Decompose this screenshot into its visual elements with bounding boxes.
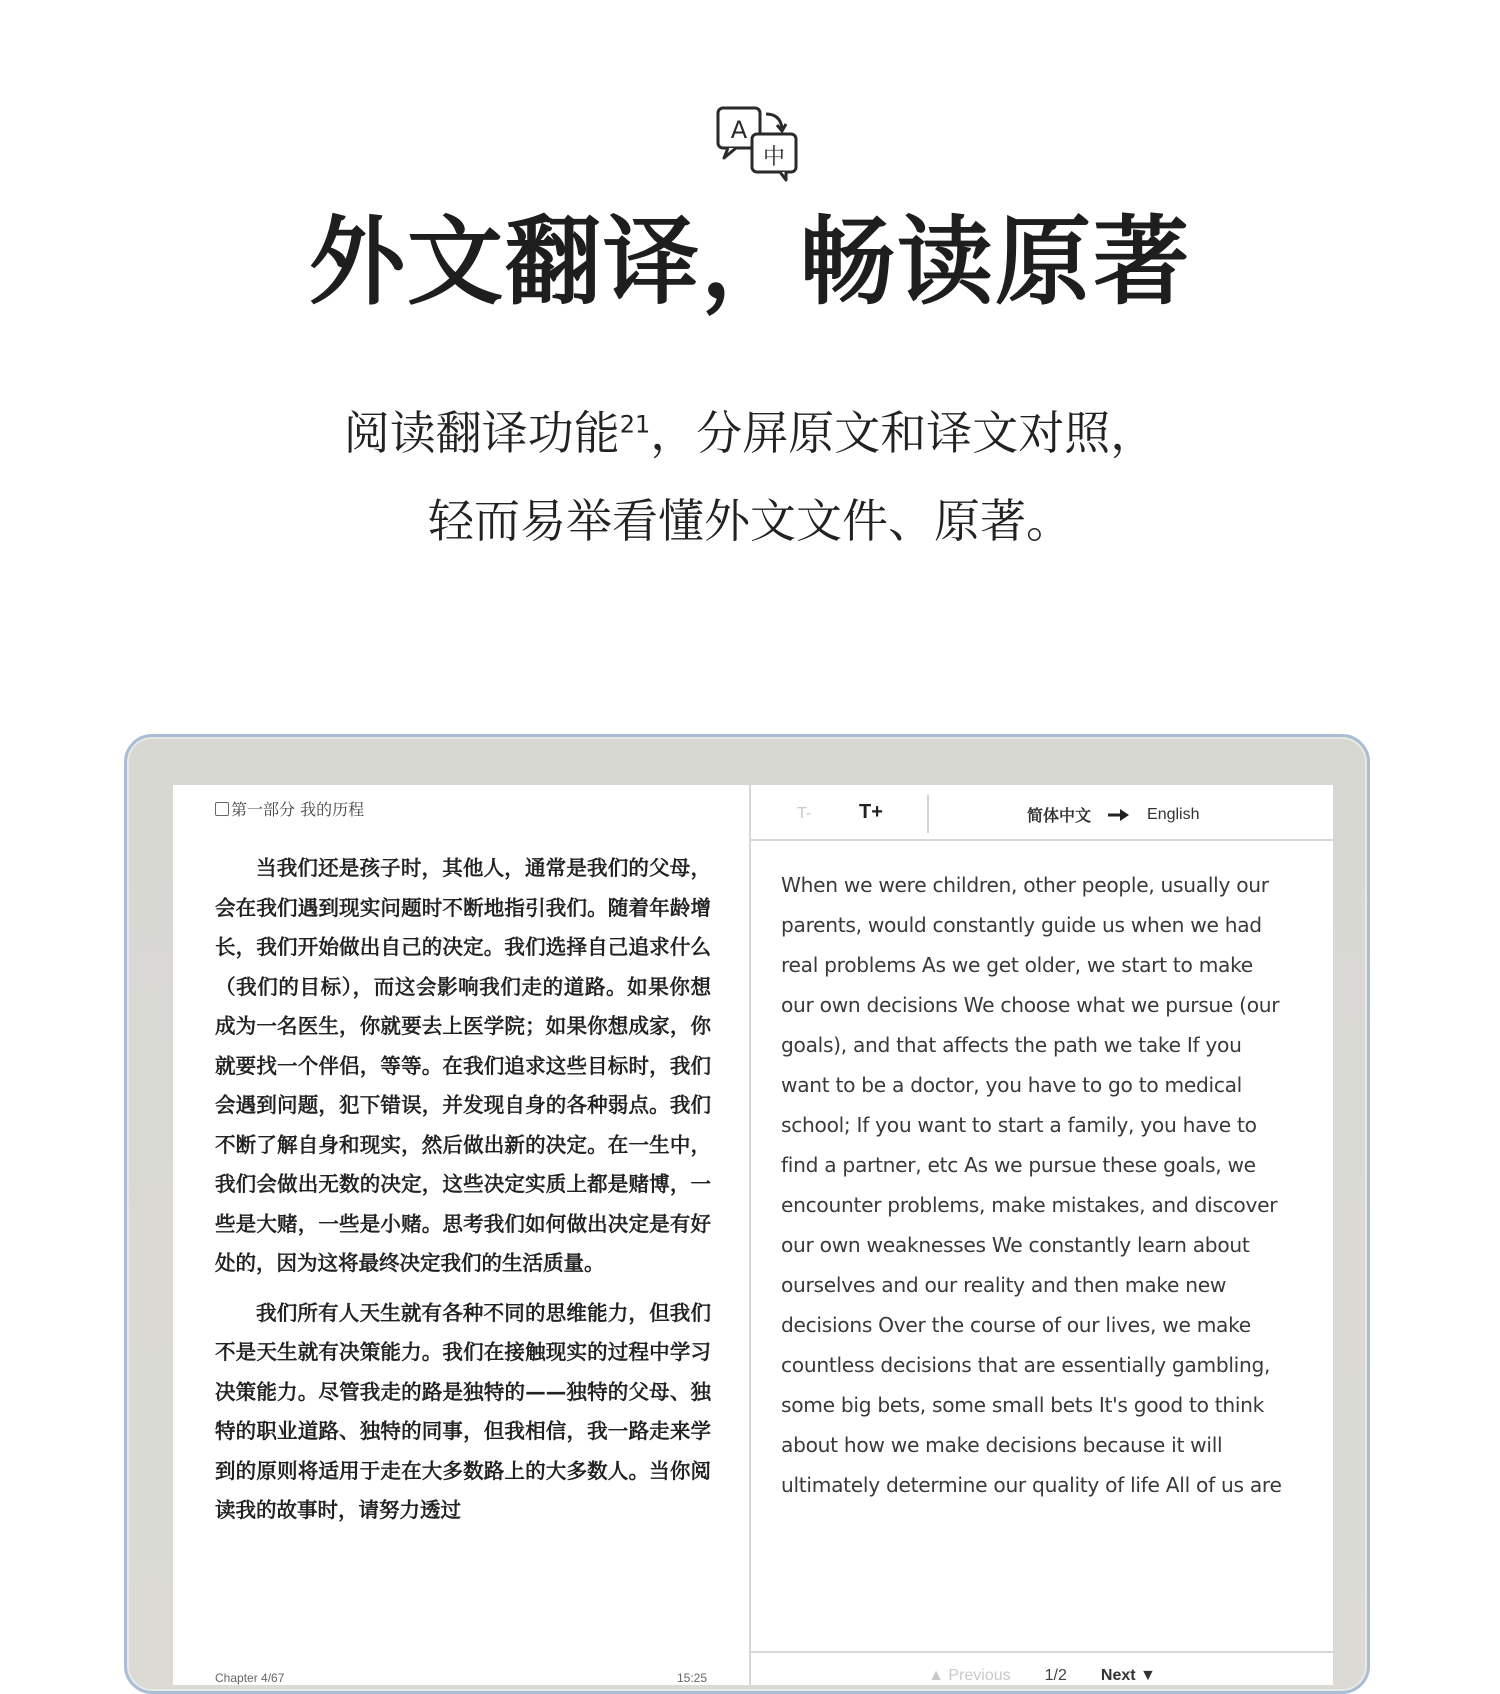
language-selector[interactable]: [1027, 803, 1200, 826]
footnote-marker: 21: [619, 410, 651, 439]
translation-pane[interactable]: [751, 785, 1333, 1685]
next-page-button[interactable]: Next ▼: [1100, 1667, 1156, 1684]
left-footer: [215, 1671, 707, 1685]
svg-text:中: 中: [762, 145, 786, 170]
font-decrease-button[interactable]: T-: [797, 805, 812, 822]
arrow-right-icon: [1107, 808, 1131, 822]
target-language[interactable]: English: [1147, 805, 1200, 823]
toolbar-divider: [927, 795, 929, 833]
chapter-progress: Chapter 4/67: [215, 1671, 285, 1685]
chapter-title: 第一部分 我的历程: [215, 797, 364, 820]
source-language[interactable]: 简体中文: [1027, 806, 1092, 825]
paragraph: 当我们还是孩子时，其他人，通常是我们的父母，会在我们遇到现实问题时不断地指引我们。随着年龄增长，我们开始做出自己的决定。我们选择自己追求什么（我们的目标），而这会影响我们走的道路。如果你想成为一名医生，你就要去上医学院；如果你想成家，你就要找一个伴侣，等等。在我们追求这些目标时，我们会遇到问题，犯下错误，并发现自身的各种弱点。我们不断了解自身和现实，然后做出新的决定。在一生中，我们会做出无数的决定，这些决定实质上都是赌博，一些是大赌，一些是小赌。思考我们如何做出决定是有好处的，因为这将最终决定我们的生活质量。: [215, 856, 711, 1275]
translation-toolbar: [751, 785, 1333, 841]
clock: 15:25: [676, 1671, 707, 1685]
font-increase-button[interactable]: T+: [859, 801, 883, 823]
reader-screen: [173, 785, 1333, 1685]
translate-icon: [714, 104, 802, 180]
svg-text:A: A: [730, 116, 748, 144]
page-title: 外文翻译，畅读原著: [309, 206, 1191, 318]
subtitle-line-2: 轻而易举看懂外文文件、原著。: [428, 494, 1072, 548]
pagination: [751, 1651, 1333, 1685]
previous-page-button[interactable]: ▲ Previous: [928, 1667, 1011, 1684]
original-text-pane[interactable]: [173, 785, 751, 1685]
bookmark-icon[interactable]: [215, 802, 229, 816]
translated-text: When we were children, other people, usually our parents, would constantly guide us when we had real problems As we get older, we start to make our own decisions We choose what we pursue (our goals), and that affects the path we take If you want to be a doctor, you have to go to medical school; If you want to start a family, you have to find a partner, etc As we pursue these goals, we encounter problems, make mistakes, and discover our own weaknesses We constantly learn about ourselves and our reality and then make new decisions Over the course of our lives, we make countless decisions that are essentially gambling, some big bets, some small bets It's good to think about how we make decisions because it will ultimately determine our quality of life All of us are: [781, 873, 1282, 1497]
page-indicator: 1/2: [1044, 1667, 1067, 1684]
original-text: [215, 849, 711, 1531]
paragraph: 我们所有人天生就有各种不同的思维能力，但我们不是天生就有决策能力。我们在接触现实的过程中学习决策能力。尽管我走的路是独特的——独特的父母、独特的职业道路、独特的同事，但我相信，我一路走来学到的原则将适用于走在大多数路上的大多数人。当你阅读我的故事时，请努力透过: [215, 1300, 711, 1522]
subtitle-line-1: 阅读翻译功能$^{21}$，分屏原文和译文对照，: [343, 406, 1157, 460]
tablet-device: [124, 734, 1370, 1694]
